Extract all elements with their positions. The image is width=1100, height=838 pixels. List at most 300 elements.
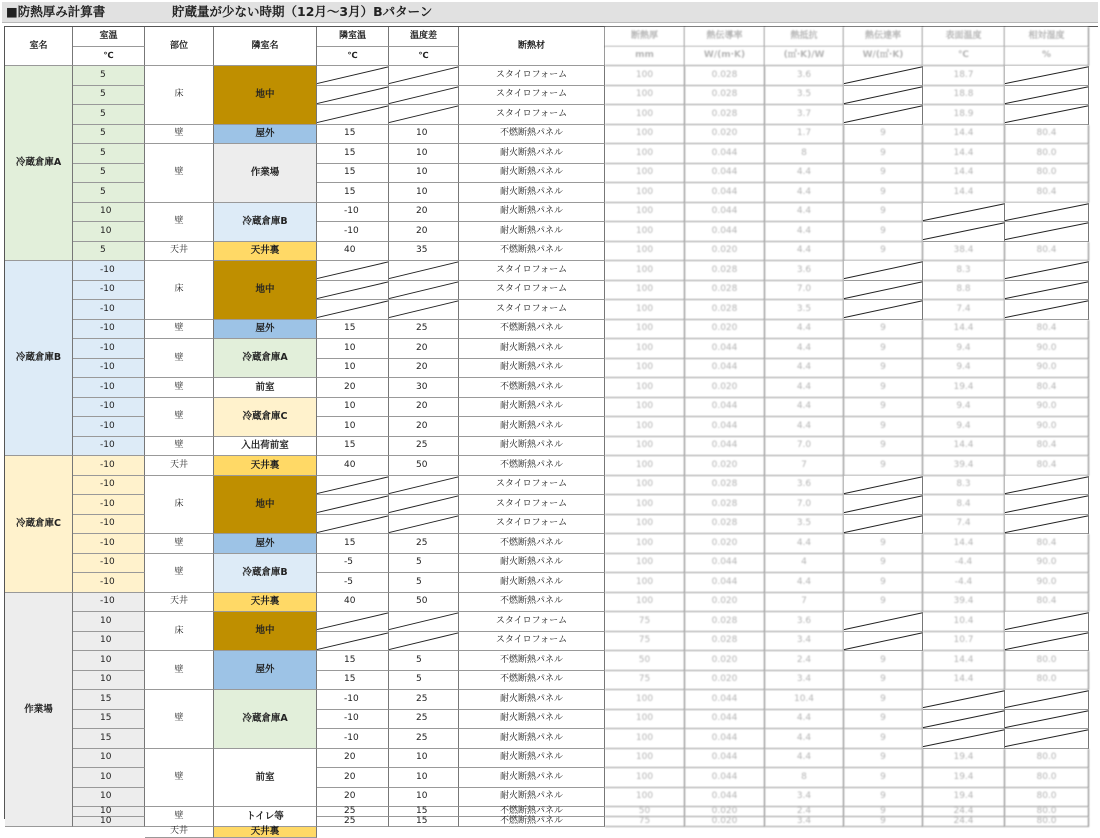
insulation-cell: スタイロフォーム xyxy=(459,495,605,515)
calc-value-cell: 14.4 xyxy=(923,164,1005,184)
calc-value-cell: 80.4 xyxy=(1005,456,1089,476)
insulation-cell: 不燃断熱パネル xyxy=(459,320,605,340)
calc-value-cell: 9 xyxy=(844,807,923,817)
room-temp-cell: 10 xyxy=(73,612,145,632)
room-temp-cell: -10 xyxy=(73,573,145,593)
diagonal-slash-icon xyxy=(317,86,388,105)
insulation-cell: 耐火断熱パネル xyxy=(459,164,605,184)
calc-value-cell: 9 xyxy=(844,788,923,808)
adjacent-room-cell: 地中 xyxy=(214,612,317,651)
adjacent-room-cell: 冷蔵倉庫A xyxy=(214,339,317,378)
part-cell: 壁 xyxy=(145,144,214,203)
part-cell: 床 xyxy=(145,612,214,651)
calc-value-cell: 80.4 xyxy=(1005,593,1089,613)
calc-value-cell: 0.020 xyxy=(685,671,765,691)
adjacent-temp-cell: 25 xyxy=(317,817,389,827)
not-applicable-cell xyxy=(389,105,459,125)
part-cell: 壁 xyxy=(145,378,214,398)
insulation-cell: 耐火断熱パネル xyxy=(459,690,605,710)
calc-value-cell: 19.4 xyxy=(923,768,1005,788)
adjacent-room-cell: 屋外 xyxy=(214,534,317,554)
temp-diff-cell: 10 xyxy=(389,768,459,788)
room-temp-cell: -10 xyxy=(73,378,145,398)
unit-u8: mm xyxy=(605,47,685,67)
diagonal-slash-icon xyxy=(1005,281,1088,300)
calc-value-cell: 4.4 xyxy=(765,320,844,340)
calc-value-cell: 80.0 xyxy=(1005,164,1089,184)
not-applicable-cell xyxy=(844,612,923,632)
calc-value-cell: 0.044 xyxy=(685,222,765,242)
insulation-cell: 耐火断熱パネル xyxy=(459,554,605,574)
not-applicable-cell xyxy=(1005,222,1089,242)
calc-value-cell: 0.020 xyxy=(685,534,765,554)
room-temp-cell: -10 xyxy=(73,300,145,320)
diagonal-slash-icon xyxy=(1005,66,1088,85)
diagonal-slash-icon xyxy=(1005,300,1088,319)
temp-diff-cell: 5 xyxy=(389,573,459,593)
not-applicable-cell xyxy=(844,515,923,535)
adjacent-room-cell: 冷蔵倉庫A xyxy=(214,690,317,749)
adjacent-temp-cell: 25 xyxy=(317,807,389,817)
diagonal-slash-icon xyxy=(389,515,458,534)
diagonal-slash-icon xyxy=(389,261,458,280)
adjacent-temp-cell: 20 xyxy=(317,378,389,398)
calc-value-cell: 100 xyxy=(605,417,685,437)
adjacent-temp-cell: 15 xyxy=(317,671,389,691)
calc-value-cell: 9.4 xyxy=(923,359,1005,379)
temp-diff-cell: 25 xyxy=(389,437,459,457)
calc-value-cell: 100 xyxy=(605,164,685,184)
room-temp-cell: -10 xyxy=(73,320,145,340)
calc-value-cell: 0.044 xyxy=(685,710,765,730)
calc-value-cell: 14.4 xyxy=(923,534,1005,554)
adjacent-temp-cell: 15 xyxy=(317,320,389,340)
calc-value-cell: 100 xyxy=(605,242,685,262)
not-applicable-cell xyxy=(317,86,389,106)
calc-value-cell: 9 xyxy=(844,690,923,710)
calc-value-cell: 14.4 xyxy=(923,144,1005,164)
insulation-cell: 不燃断熱パネル xyxy=(459,456,605,476)
calc-value-cell: 18.8 xyxy=(923,86,1005,106)
diagonal-slash-icon xyxy=(317,632,388,651)
insulation-cell: 耐火断熱パネル xyxy=(459,203,605,223)
unit-temp-diff: ℃ xyxy=(389,47,459,67)
insulation-cell: スタイロフォーム xyxy=(459,300,605,320)
diagonal-slash-icon xyxy=(389,300,458,319)
calc-value-cell: 100 xyxy=(605,554,685,574)
not-applicable-cell xyxy=(317,105,389,125)
diagonal-slash-icon xyxy=(1005,495,1088,514)
calc-value-cell: 0.044 xyxy=(685,768,765,788)
temp-diff-cell: 25 xyxy=(389,320,459,340)
calc-value-cell: 80.0 xyxy=(1005,788,1089,808)
calc-value-cell: 100 xyxy=(605,495,685,515)
insulation-cell: 不燃断熱パネル xyxy=(459,671,605,691)
calc-value-cell: 3.4 xyxy=(765,788,844,808)
calc-value-cell: 4.4 xyxy=(765,242,844,262)
adjacent-room-cell: 冷蔵倉庫C xyxy=(214,398,317,437)
room-temp-cell: -10 xyxy=(73,534,145,554)
insulation-cell: スタイロフォーム xyxy=(459,66,605,86)
part-cell: 壁 xyxy=(145,690,214,749)
calc-value-cell: 100 xyxy=(605,476,685,496)
part-cell: 天井 xyxy=(145,456,214,476)
calc-value-cell: 75 xyxy=(605,632,685,652)
room-name: 冷蔵倉庫C xyxy=(5,456,73,593)
diagonal-slash-icon xyxy=(1005,203,1088,222)
adjacent-room-cell: 地中 xyxy=(214,476,317,535)
diagonal-slash-icon xyxy=(389,632,458,651)
not-applicable-cell xyxy=(923,729,1005,749)
not-applicable-cell xyxy=(1005,281,1089,301)
calc-value-cell: 100 xyxy=(605,515,685,535)
unit-u12: ℃ xyxy=(923,47,1005,67)
adjacent-temp-cell: 15 xyxy=(317,437,389,457)
calc-value-cell: 0.028 xyxy=(685,300,765,320)
calc-value-cell: 4.4 xyxy=(765,534,844,554)
not-applicable-cell xyxy=(844,495,923,515)
calc-value-cell: 8.8 xyxy=(923,281,1005,301)
calc-value-cell: 0.044 xyxy=(685,359,765,379)
room-temp-cell: -10 xyxy=(73,515,145,535)
not-applicable-cell xyxy=(923,710,1005,730)
part-cell: 壁 xyxy=(145,651,214,690)
calc-value-cell: 18.9 xyxy=(923,105,1005,125)
insulation-cell: 耐火断熱パネル xyxy=(459,398,605,418)
adjacent-temp-cell: -10 xyxy=(317,690,389,710)
temp-diff-cell: 20 xyxy=(389,339,459,359)
room-temp-cell: 5 xyxy=(73,86,145,106)
adjacent-room-cell: 天井裏 xyxy=(214,242,317,262)
part-cell: 床 xyxy=(145,261,214,320)
calc-value-cell: 0.044 xyxy=(685,183,765,203)
calc-value-cell: 9 xyxy=(844,749,923,769)
adjacent-temp-cell: 15 xyxy=(317,144,389,164)
insulation-calc-table xyxy=(4,26,1098,837)
calc-value-cell: 0.020 xyxy=(685,456,765,476)
calc-value-cell: 0.020 xyxy=(685,651,765,671)
insulation-cell: スタイロフォーム xyxy=(459,632,605,652)
calc-value-cell: 4.4 xyxy=(765,749,844,769)
diagonal-slash-icon xyxy=(317,612,388,631)
calc-value-cell: 0.044 xyxy=(685,437,765,457)
calc-value-cell: 9 xyxy=(844,144,923,164)
calc-value-cell: 100 xyxy=(605,768,685,788)
not-applicable-cell xyxy=(389,632,459,652)
unit-u9: W/(m·K) xyxy=(685,47,765,67)
not-applicable-cell xyxy=(389,261,459,281)
calc-value-cell: 18.7 xyxy=(923,66,1005,86)
not-applicable-cell xyxy=(389,300,459,320)
calc-value-cell: 4.4 xyxy=(765,164,844,184)
calc-value-cell: 7.4 xyxy=(923,300,1005,320)
calc-value-cell: 9 xyxy=(844,222,923,242)
calc-value-cell: 9 xyxy=(844,593,923,613)
adjacent-room-cell: 作業場 xyxy=(214,144,317,203)
adjacent-temp-cell: 20 xyxy=(317,749,389,769)
calc-value-cell: 3.6 xyxy=(765,612,844,632)
calc-value-cell: 0.020 xyxy=(685,125,765,145)
calc-value-cell: 0.028 xyxy=(685,495,765,515)
room-temp-cell: -10 xyxy=(73,437,145,457)
header-part: 部位 xyxy=(145,27,214,66)
calc-value-cell: 100 xyxy=(605,359,685,379)
adjacent-temp-cell: 40 xyxy=(317,456,389,476)
calc-value-cell: 80.0 xyxy=(1005,817,1089,827)
calc-value-cell: 10.7 xyxy=(923,632,1005,652)
not-applicable-cell xyxy=(317,281,389,301)
unit-adjacent-temp: ℃ xyxy=(317,47,389,67)
calc-value-cell: 90.0 xyxy=(1005,339,1089,359)
room-temp-cell: -10 xyxy=(73,281,145,301)
insulation-cell: 耐火断熱パネル xyxy=(459,437,605,457)
room-temp-cell: 10 xyxy=(73,817,145,827)
insulation-cell: スタイロフォーム xyxy=(459,612,605,632)
calc-value-cell: 100 xyxy=(605,690,685,710)
calc-value-cell: 100 xyxy=(605,125,685,145)
insulation-cell: 耐火断熱パネル xyxy=(459,768,605,788)
calc-value-cell: 90.0 xyxy=(1005,573,1089,593)
calc-value-cell: 7.4 xyxy=(923,515,1005,535)
diagonal-slash-icon xyxy=(923,729,1004,748)
calc-value-cell: 4.4 xyxy=(765,378,844,398)
adjacent-room-cell: 地中 xyxy=(214,261,317,320)
insulation-cell: スタイロフォーム xyxy=(459,105,605,125)
calc-value-cell: 14.4 xyxy=(923,320,1005,340)
part-cell: 床 xyxy=(145,476,214,535)
adjacent-room-cell: 天井裏 xyxy=(214,593,317,613)
room-temp-cell: 15 xyxy=(73,690,145,710)
calc-value-cell: 0.020 xyxy=(685,378,765,398)
calc-value-cell: 9 xyxy=(844,183,923,203)
calc-value-cell: -4.4 xyxy=(923,554,1005,574)
calc-value-cell: 3.4 xyxy=(765,817,844,827)
calc-value-cell: 7.0 xyxy=(765,437,844,457)
sheet-title: ■防熱厚み計算書 xyxy=(6,4,106,19)
part-cell: 天井 xyxy=(145,827,214,838)
temp-diff-cell: 25 xyxy=(389,690,459,710)
diagonal-slash-icon xyxy=(844,515,922,534)
diagonal-slash-icon xyxy=(1005,729,1088,748)
calc-value-cell: 0.020 xyxy=(685,807,765,817)
temp-diff-cell: 25 xyxy=(389,534,459,554)
calc-value-cell: 100 xyxy=(605,144,685,164)
adjacent-temp-cell: 40 xyxy=(317,593,389,613)
calc-value-cell: 2.4 xyxy=(765,807,844,817)
room-temp-cell: 5 xyxy=(73,105,145,125)
temp-diff-cell: 25 xyxy=(389,729,459,749)
calc-value-cell: 100 xyxy=(605,86,685,106)
calc-value-cell: 4.4 xyxy=(765,222,844,242)
calc-value-cell: 4.4 xyxy=(765,710,844,730)
calc-value-cell: 14.4 xyxy=(923,671,1005,691)
calc-value-cell: 100 xyxy=(605,261,685,281)
calc-value-cell: 39.4 xyxy=(923,593,1005,613)
room-temp-cell: -10 xyxy=(73,398,145,418)
calc-value-cell: 9 xyxy=(844,817,923,827)
calc-value-cell: 10.4 xyxy=(765,690,844,710)
adjacent-temp-cell: 15 xyxy=(317,125,389,145)
room-temp-cell: 5 xyxy=(73,183,145,203)
temp-diff-cell: 10 xyxy=(389,183,459,203)
not-applicable-cell xyxy=(923,203,1005,223)
diagonal-slash-icon xyxy=(317,66,388,85)
insulation-cell: 不燃断熱パネル xyxy=(459,242,605,262)
room-temp-cell: 15 xyxy=(73,710,145,730)
insulation-cell: 不燃断熱パネル xyxy=(459,817,605,827)
diagonal-slash-icon xyxy=(1005,690,1088,709)
adjacent-temp-cell: -10 xyxy=(317,222,389,242)
adjacent-room-cell: 入出荷前室 xyxy=(214,437,317,457)
calc-value-cell: 100 xyxy=(605,729,685,749)
not-applicable-cell xyxy=(1005,495,1089,515)
calc-value-cell: 0.028 xyxy=(685,261,765,281)
diagonal-slash-icon xyxy=(317,105,388,124)
temp-diff-cell: 10 xyxy=(389,164,459,184)
room-temp-cell: 10 xyxy=(73,749,145,769)
not-applicable-cell xyxy=(1005,612,1089,632)
not-applicable-cell xyxy=(317,495,389,515)
not-applicable-cell xyxy=(923,690,1005,710)
diagonal-slash-icon xyxy=(389,476,458,495)
calc-value-cell: 3.4 xyxy=(765,632,844,652)
not-applicable-cell xyxy=(1005,515,1089,535)
calc-value-cell: 4.4 xyxy=(765,398,844,418)
adjacent-temp-cell: 20 xyxy=(317,788,389,808)
room-temp-cell: -10 xyxy=(73,476,145,496)
insulation-cell: 耐火断熱パネル xyxy=(459,183,605,203)
calc-value-cell: 80.4 xyxy=(1005,242,1089,262)
diagonal-slash-icon xyxy=(1005,476,1088,495)
calc-value-cell: 3.5 xyxy=(765,86,844,106)
room-temp-cell: 5 xyxy=(73,66,145,86)
calc-value-cell: 80.0 xyxy=(1005,768,1089,788)
room-temp-cell: -10 xyxy=(73,359,145,379)
calc-value-cell: 9.4 xyxy=(923,417,1005,437)
calc-value-cell: 9 xyxy=(844,456,923,476)
temp-diff-cell: 10 xyxy=(389,749,459,769)
calc-value-cell: 80.4 xyxy=(1005,320,1089,340)
diagonal-slash-icon xyxy=(317,495,388,514)
insulation-cell: 不燃断熱パネル xyxy=(459,125,605,145)
not-applicable-cell xyxy=(1005,476,1089,496)
unit-u10: (㎡·K)/W xyxy=(765,47,844,67)
calc-value-cell: 0.028 xyxy=(685,105,765,125)
diagonal-slash-icon xyxy=(1005,261,1088,280)
not-applicable-cell xyxy=(389,66,459,86)
part-cell: 天井 xyxy=(145,242,214,262)
calc-value-cell: 4 xyxy=(765,554,844,574)
insulation-cell: 耐火断熱パネル xyxy=(459,749,605,769)
calc-value-cell: 100 xyxy=(605,183,685,203)
insulation-cell: 耐火断熱パネル xyxy=(459,144,605,164)
calc-value-cell: 100 xyxy=(605,203,685,223)
part-cell: 壁 xyxy=(145,398,214,437)
calc-value-cell: 100 xyxy=(605,300,685,320)
adjacent-room-cell: 天井裏 xyxy=(214,456,317,476)
calc-value-cell: 0.020 xyxy=(685,242,765,262)
calc-value-cell: 100 xyxy=(605,66,685,86)
calc-value-cell: 0.028 xyxy=(685,86,765,106)
not-applicable-cell xyxy=(1005,105,1089,125)
room-temp-cell: -10 xyxy=(73,261,145,281)
calc-value-cell: 80.4 xyxy=(1005,534,1089,554)
calc-value-cell: 100 xyxy=(605,105,685,125)
calc-value-cell: 9 xyxy=(844,417,923,437)
not-applicable-cell xyxy=(844,281,923,301)
calc-value-cell: 0.028 xyxy=(685,612,765,632)
insulation-cell: 不燃断熱パネル xyxy=(459,378,605,398)
not-applicable-cell xyxy=(389,515,459,535)
not-applicable-cell xyxy=(844,300,923,320)
diagonal-slash-icon xyxy=(389,86,458,105)
adjacent-temp-cell: 10 xyxy=(317,398,389,418)
not-applicable-cell xyxy=(317,612,389,632)
calc-value-cell: 0.020 xyxy=(685,817,765,827)
calc-value-cell: 0.044 xyxy=(685,554,765,574)
calc-value-cell: 9 xyxy=(844,573,923,593)
temp-diff-cell: 25 xyxy=(389,710,459,730)
diagonal-slash-icon xyxy=(844,105,922,124)
calc-value-cell: 7.0 xyxy=(765,281,844,301)
calc-value-cell: 0.020 xyxy=(685,593,765,613)
room-temp-cell: 10 xyxy=(73,222,145,242)
calc-value-cell: 0.044 xyxy=(685,690,765,710)
not-applicable-cell xyxy=(1005,86,1089,106)
adjacent-temp-cell: 40 xyxy=(317,242,389,262)
diagonal-slash-icon xyxy=(923,690,1004,709)
calc-value-cell: 9 xyxy=(844,203,923,223)
calc-value-cell: 3.5 xyxy=(765,300,844,320)
calc-value-cell: 8.3 xyxy=(923,261,1005,281)
adjacent-temp-cell: 15 xyxy=(317,651,389,671)
insulation-cell: 不燃断熱パネル xyxy=(459,651,605,671)
adjacent-temp-cell: -5 xyxy=(317,573,389,593)
not-applicable-cell xyxy=(317,632,389,652)
diagonal-slash-icon xyxy=(1005,86,1088,105)
insulation-cell: 不燃断熱パネル xyxy=(459,807,605,817)
room-temp-cell: 10 xyxy=(73,807,145,817)
temp-diff-cell: 35 xyxy=(389,242,459,262)
calc-value-cell: 3.6 xyxy=(765,66,844,86)
sheet-subtitle: 貯蔵量が少ない時期（12月～3月）Bパターン xyxy=(172,4,433,19)
room-name: 作業場 xyxy=(5,593,73,828)
calc-value-cell: 80.0 xyxy=(1005,749,1089,769)
room-temp-cell: 15 xyxy=(73,729,145,749)
calc-value-cell: 100 xyxy=(605,456,685,476)
calc-value-cell: 80.4 xyxy=(1005,437,1089,457)
calc-value-cell: 75 xyxy=(605,817,685,827)
adjacent-room-cell: トイレ等 xyxy=(214,807,317,827)
calc-value-cell: 90.0 xyxy=(1005,398,1089,418)
calc-value-cell: 0.044 xyxy=(685,144,765,164)
calc-value-cell: 4.4 xyxy=(765,573,844,593)
calc-value-cell: 7 xyxy=(765,456,844,476)
calc-value-cell: 4.4 xyxy=(765,183,844,203)
diagonal-slash-icon xyxy=(1005,222,1088,241)
calc-value-cell: 0.020 xyxy=(685,320,765,340)
insulation-cell: 耐火断熱パネル xyxy=(459,573,605,593)
calc-value-cell: 9 xyxy=(844,710,923,730)
calc-value-cell: 75 xyxy=(605,612,685,632)
adjacent-temp-cell: -10 xyxy=(317,203,389,223)
calc-value-cell: 50 xyxy=(605,651,685,671)
part-cell: 壁 xyxy=(145,807,214,827)
calc-value-cell: 100 xyxy=(605,749,685,769)
adjacent-room-cell: 屋外 xyxy=(214,320,317,340)
calc-value-cell: 3.6 xyxy=(765,261,844,281)
calc-value-cell: 2.4 xyxy=(765,651,844,671)
